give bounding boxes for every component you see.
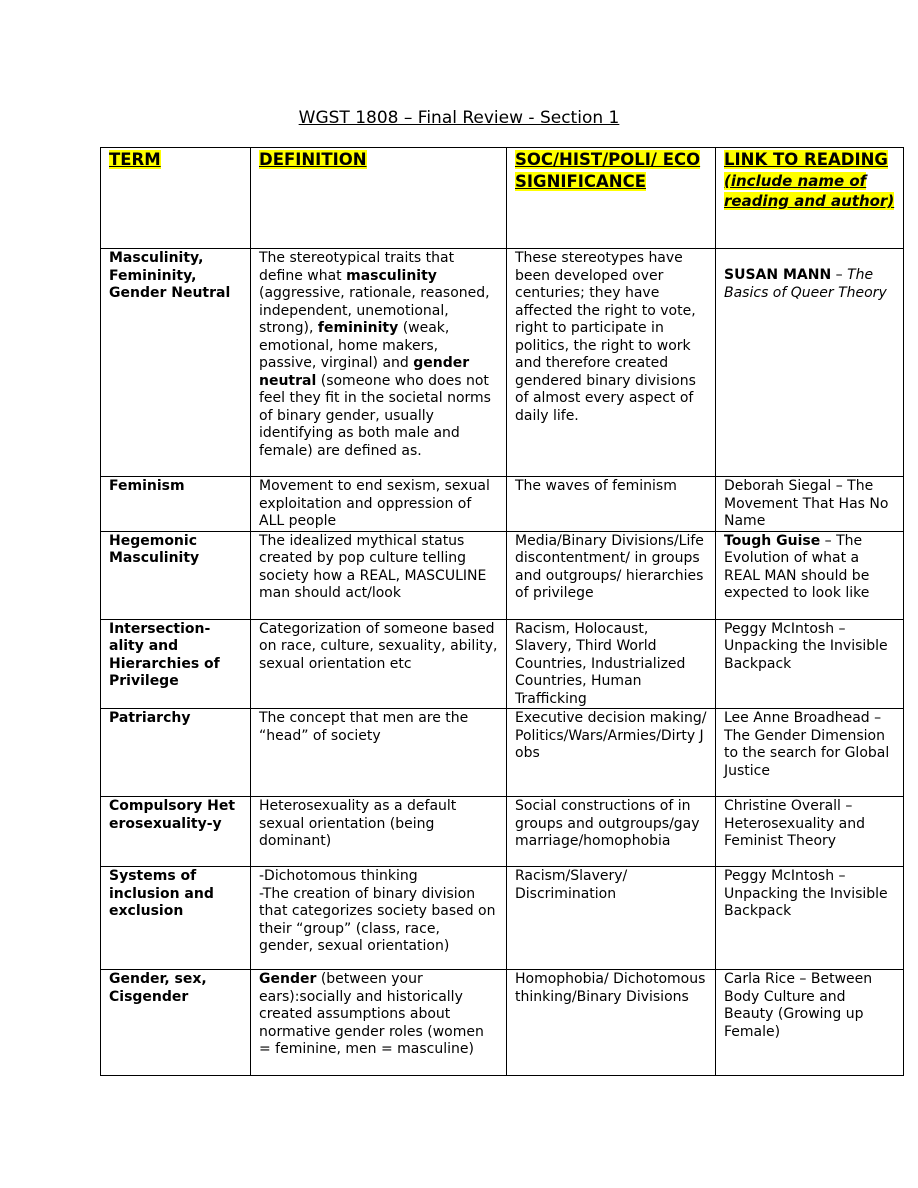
table-row [101,867,904,970]
link-cell: Peggy McIntosh – Unpacking the Invisible Backpack [716,619,904,709]
significance-cell: Media/Binary Divisions/Life discontentment/ in groups and outgroups/ hierarchies of privilege [507,531,716,619]
definition-cell: Categorization of someone based on race, culture, sexuality, ability, sexual orientation etc [251,619,507,709]
table-row [101,797,904,867]
definition-line: -The creation of binary division that categorizes society based on their “group” (class, race, gender, sexual orientation) [259,885,496,954]
term-cell: Patriarchy [101,709,251,797]
link-cell: SUSAN MANN – The Basics of Queer Theory [716,249,904,477]
table-row [101,477,904,532]
definition-cell: The stereotypical traits that define what masculinity (aggressive, rationale, reasoned, independent, unemotional, strong), femininity (weak, emotional, home makers, passive, virginal) and gender neutral (someone who does not feel they fit in the societal norms of binary gender, usually identifying as both male and female) are defined as. [251,249,507,477]
significance-cell: Social constructions of in groups and outgroups/gay marriage/homophobia [507,797,716,867]
table-row [101,531,904,619]
table-row [101,709,904,797]
term-cell: Masculinity, Femininity, Gender Neutral [101,249,251,477]
link-cell: Lee Anne Broadhead – The Gender Dimension to the search for Global Justice [716,709,904,797]
table-row [101,249,904,477]
header-definition: DEFINITION [251,148,507,249]
header-term: TERM [101,148,251,249]
term-cell: Gender, sex, Cisgender [101,970,251,1076]
link-cell: Deborah Siegal – The Movement That Has No Name [716,477,904,532]
definition-cell: Movement to end sexism, sexual exploitation and oppression of ALL people [251,477,507,532]
significance-cell: Racism/Slavery/ Discrimination [507,867,716,970]
term-cell: Hegemonic Masculinity [101,531,251,619]
header-significance: SOC/HIST/POLI/ ECO SIGNIFICANCE [507,148,716,249]
definition-cell [251,867,507,970]
term-cell: Intersection-ality and Hierarchies of Privilege [101,619,251,709]
term-cell: Compulsory Heterosexuality-y [101,797,251,867]
table-row [101,619,904,709]
review-table [100,147,904,1076]
link-cell: Tough Guise – The Evolution of what a REAL MAN should be expected to look like [716,531,904,619]
significance-cell: Executive decision making/Politics/Wars/Armies/Dirty Jobs [507,709,716,797]
term-cell: Feminism [101,477,251,532]
significance-cell: Racism, Holocaust, Slavery, Third World Countries, Industrialized Countries, Human Trafficking [507,619,716,709]
definition-cell: The concept that men are the “head” of society [251,709,507,797]
definition-cell: The idealized mythical status created by pop culture telling society how a REAL, MASCULINE man should act/look [251,531,507,619]
header-link: LINK TO READING (include name of reading and author) [716,148,904,249]
table-row [101,970,904,1076]
link-cell: Carla Rice – Between Body Culture and Beauty (Growing up Female) [716,970,904,1076]
significance-cell: These stereotypes have been developed over centuries; they have affected the right to vote, right to participate in politics, the right to work and therefore created gendered binary divisions of almost every aspect of daily life. [507,249,716,477]
link-cell: Christine Overall – Heterosexuality and Feminist Theory [716,797,904,867]
table-header-row [101,148,904,249]
significance-cell: Homophobia/ Dichotomous thinking/Binary Divisions [507,970,716,1076]
significance-cell: The waves of feminism [507,477,716,532]
definition-cell: Gender (between your ears):socially and historically created assumptions about normative gender roles (women = feminine, men = masculine) [251,970,507,1076]
definition-cell: Heterosexuality as a default sexual orientation (being dominant) [251,797,507,867]
definition-line: -Dichotomous thinking [259,868,418,884]
page-title: WGST 1808 – Final Review - Section 1 [298,108,620,128]
link-cell: Peggy McIntosh – Unpacking the Invisible Backpack [716,867,904,970]
term-cell: Systems of inclusion and exclusion [101,867,251,970]
